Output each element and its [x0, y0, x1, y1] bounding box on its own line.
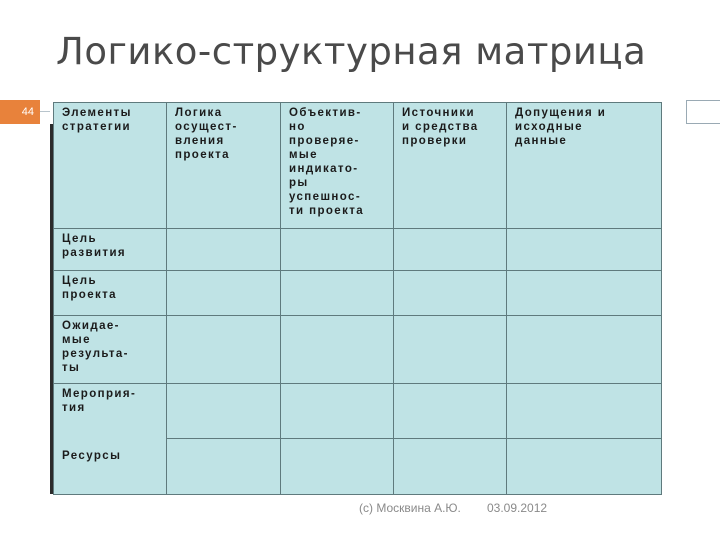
row-label: Мероприя- тия [54, 384, 167, 439]
table-cell [281, 229, 394, 271]
header-row [54, 103, 662, 229]
table-cell [394, 439, 507, 495]
table-cell [507, 384, 662, 439]
table-cell [281, 384, 394, 439]
table-cell [394, 384, 507, 439]
table-cell [507, 316, 662, 384]
table-cell [167, 271, 281, 316]
table-cell [167, 229, 281, 271]
table-cell [281, 271, 394, 316]
row-label: Ожидае- мые результа- ты [54, 316, 167, 384]
header-cell: Логика осущест- вления проекта [167, 103, 281, 229]
logframe-matrix [53, 102, 662, 495]
slide-title: Логико-структурная матрица [56, 30, 647, 73]
table-cell [281, 439, 394, 495]
table-row [54, 271, 662, 316]
header-cell: Элементы стратегии [54, 103, 167, 229]
page-number-badge: 44 [0, 100, 40, 124]
footer-date: 03.09.2012 [487, 501, 548, 515]
footer-author: (с) Москвина А.Ю. [359, 501, 461, 515]
row-label: Цель проекта [54, 271, 167, 316]
row-label: Цель развития [54, 229, 167, 271]
decorative-line [40, 111, 50, 112]
table-cell [394, 316, 507, 384]
table-row [54, 316, 662, 384]
table-cell [394, 271, 507, 316]
table-cell [167, 439, 281, 495]
table-row [54, 439, 662, 495]
table-cell [507, 229, 662, 271]
table-cell [281, 316, 394, 384]
table-cell [507, 271, 662, 316]
table-row [54, 384, 662, 439]
table-row [54, 229, 662, 271]
decorative-box [686, 100, 720, 124]
header-cell: Допущения и исходные данные [507, 103, 662, 229]
table-cell [394, 229, 507, 271]
header-cell: Источники и средства проверки [394, 103, 507, 229]
table-cell [167, 384, 281, 439]
table-cell [167, 316, 281, 384]
row-label: Ресурсы [54, 439, 167, 495]
header-cell: Объектив- но проверяе- мые индикато- ры успешнос- ти проекта [281, 103, 394, 229]
table-cell [507, 439, 662, 495]
